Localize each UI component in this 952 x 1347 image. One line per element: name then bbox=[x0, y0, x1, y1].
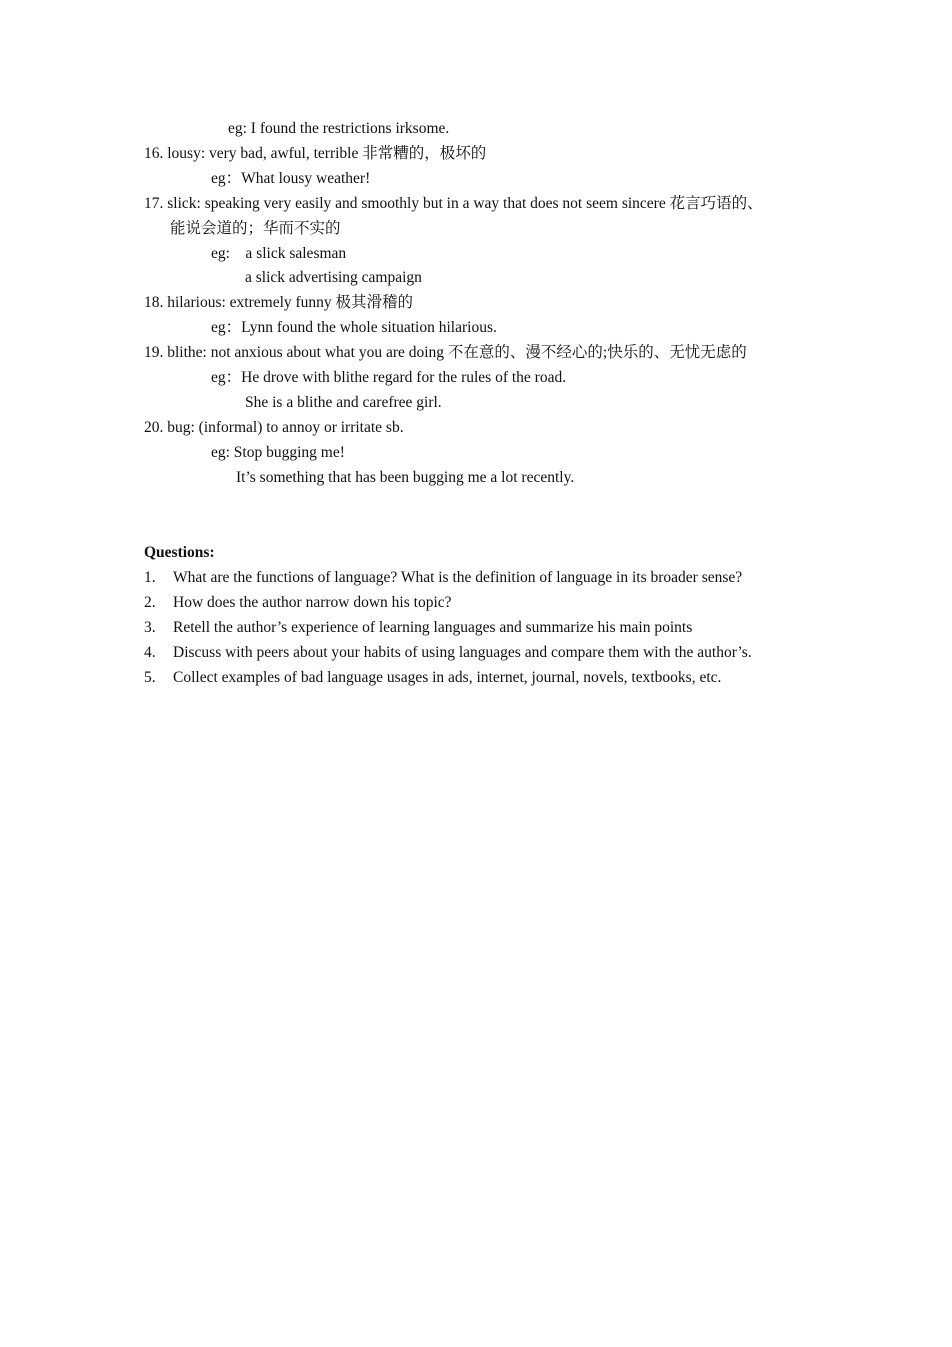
question-number: 4. bbox=[144, 644, 156, 661]
question-text: Discuss with peers about your habits of using languages and compare them with the author’s. bbox=[173, 644, 752, 661]
question-item bbox=[144, 643, 752, 663]
question-text: Collect examples of bad language usages in ads, internet, journal, novels, textbooks, etc. bbox=[173, 669, 722, 686]
vocab-entry-blithe: 19. blithe: not anxious about what you are doing 不在意的、漫不经心的;快乐的、无忧无虑的 bbox=[144, 344, 747, 361]
vocab-entry-slick: 17. slick: speaking very easily and smoothly but in a way that does not seem sincere 花言巧语的、 bbox=[144, 195, 763, 212]
vocab-entry-hilarious: 18. hilarious: extremely funny 极其滑稽的 bbox=[144, 294, 414, 311]
question-number: 5. bbox=[144, 669, 156, 686]
question-text: Retell the author’s experience of learning languages and summarize his main points bbox=[173, 619, 693, 636]
questions-heading: Questions: bbox=[144, 544, 215, 561]
example-bug-2: It’s something that has been bugging me a lot recently. bbox=[236, 469, 575, 486]
example-hilarious: eg：Lynn found the whole situation hilarious. bbox=[211, 319, 497, 336]
example-lousy: eg：What lousy weather! bbox=[211, 170, 371, 187]
example-bug-1: eg: Stop bugging me! bbox=[211, 444, 345, 461]
question-item bbox=[144, 568, 742, 588]
question-text: What are the functions of language? What is the definition of language in its broader sense? bbox=[173, 569, 743, 586]
example-blithe-1: eg：He drove with blithe regard for the rules of the road. bbox=[211, 369, 567, 386]
example-blithe-2: She is a blithe and carefree girl. bbox=[245, 394, 442, 411]
question-number: 1. bbox=[144, 569, 156, 586]
vocab-entry-lousy: 16. lousy: very bad, awful, terrible 非常糟的，极坏的 bbox=[144, 145, 487, 162]
vocab-entry-slick-continued: 能说会道的；华而不实的 bbox=[170, 220, 341, 237]
question-text: How does the author narrow down his topic? bbox=[173, 594, 452, 611]
question-number: 3. bbox=[144, 619, 156, 636]
question-item bbox=[144, 618, 692, 638]
vocab-entry-bug: 20. bug: (informal) to annoy or irritate sb. bbox=[144, 419, 404, 436]
example-slick-2: a slick advertising campaign bbox=[245, 269, 422, 286]
question-item bbox=[144, 593, 452, 613]
question-number: 2. bbox=[144, 594, 156, 611]
example-slick-1: eg: a slick salesman bbox=[211, 245, 347, 262]
example-irksome: eg: I found the restrictions irksome. bbox=[228, 120, 450, 137]
question-item bbox=[144, 668, 721, 688]
